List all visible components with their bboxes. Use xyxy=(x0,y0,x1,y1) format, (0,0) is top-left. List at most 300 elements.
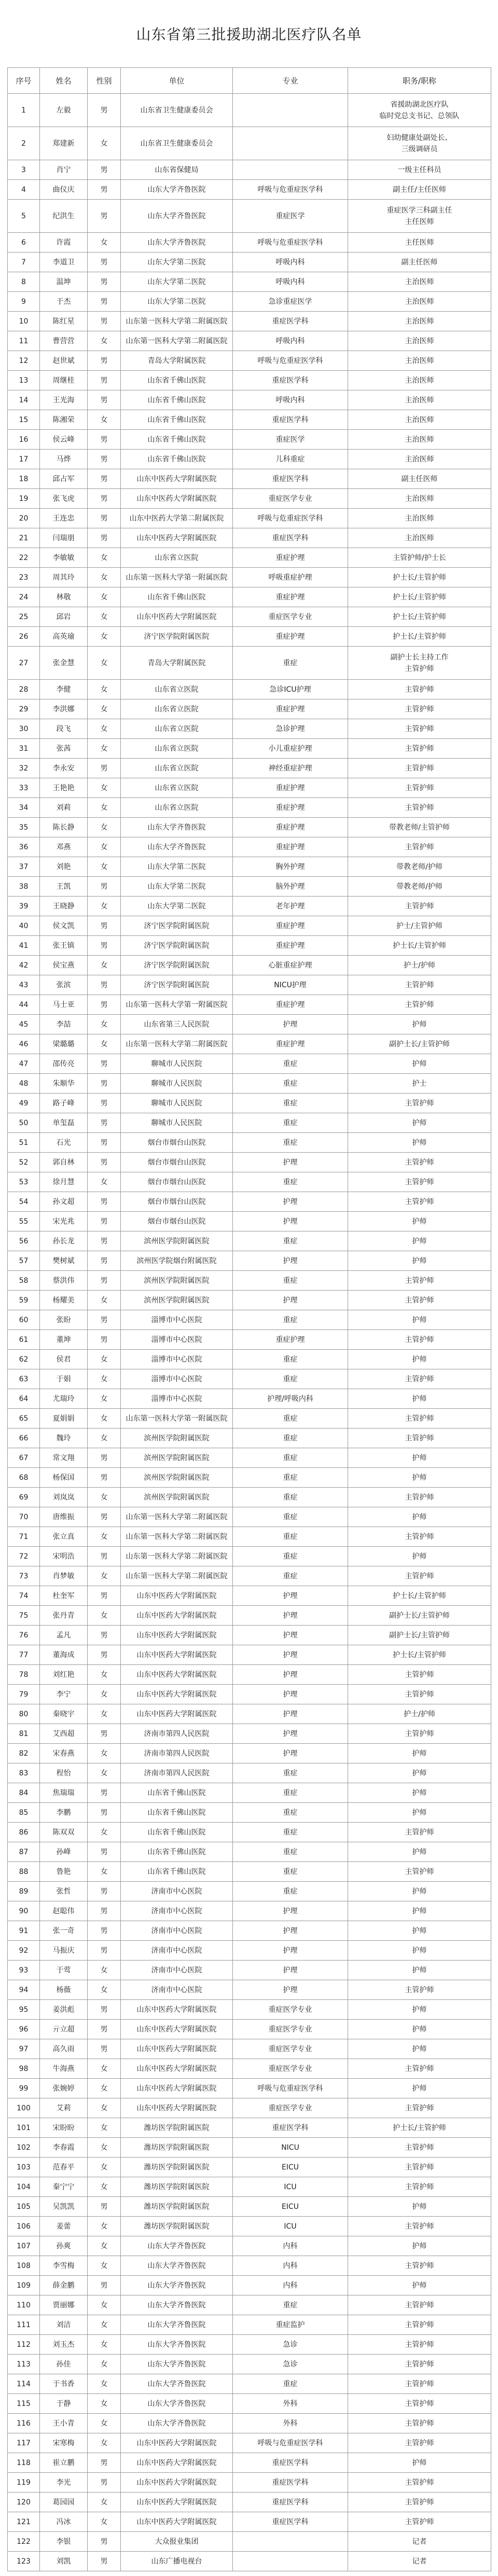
cell-unit: 淄博市中心医院 xyxy=(121,1350,233,1369)
table-row xyxy=(8,837,491,857)
cell-gender: 男 xyxy=(88,1803,121,1822)
cell-unit: 山东大学齐鲁医院 xyxy=(121,2335,233,2354)
cell-position-title: 护士长/主管护师 xyxy=(348,936,491,955)
cell-specialty: NICU护理 xyxy=(233,975,348,995)
cell-number: 105 xyxy=(8,2197,40,2216)
cell-unit: 山东中医药大学附属医院 xyxy=(121,1685,233,1704)
table-row xyxy=(8,1626,491,1645)
cell-unit: 山东第一医科大学第二附属医院 xyxy=(121,1566,233,1586)
cell-position-title: 护士/护师 xyxy=(348,1704,491,1724)
table-row xyxy=(8,975,491,995)
cell-position-title: 护师 xyxy=(348,2039,491,2059)
cell-position-title: 护师 xyxy=(348,1507,491,1527)
table-row xyxy=(8,2217,491,2236)
cell-number: 17 xyxy=(8,450,40,469)
cell-gender: 女 xyxy=(88,2138,121,2157)
cell-unit: 山东大学齐鲁医院 xyxy=(121,837,233,857)
cell-gender: 女 xyxy=(88,1291,121,1310)
cell-position-title: 主管护师 xyxy=(348,837,491,857)
cell-name: 李雪梅 xyxy=(40,2256,88,2275)
cell-name: 秦宁宁 xyxy=(40,2177,88,2196)
table-row xyxy=(8,1291,491,1310)
cell-gender: 男 xyxy=(88,1310,121,1329)
cell-number: 16 xyxy=(8,430,40,449)
cell-specialty: 重症 xyxy=(233,2374,348,2393)
table-row xyxy=(8,587,491,607)
cell-specialty: 重症护理 xyxy=(233,548,348,567)
cell-unit: 烟台市烟台山医院 xyxy=(121,1172,233,1192)
cell-name: 宋盼盼 xyxy=(40,2118,88,2137)
cell-specialty: 急诊ICU护理 xyxy=(233,680,348,699)
cell-number: 95 xyxy=(8,2000,40,2019)
cell-number: 109 xyxy=(8,2276,40,2295)
cell-specialty: 护理 xyxy=(233,1961,348,1980)
cell-gender: 女 xyxy=(88,2295,121,2315)
cell-unit: 山东省千佛山医院 xyxy=(121,371,233,390)
table-row xyxy=(8,1468,491,1488)
cell-number: 94 xyxy=(8,1980,40,1999)
cell-name: 赵世斌 xyxy=(40,351,88,370)
cell-number: 68 xyxy=(8,1468,40,1487)
table-row xyxy=(8,2197,491,2217)
table-row xyxy=(8,818,491,837)
cell-unit: 山东中医药大学附属医院 xyxy=(121,469,233,488)
cell-specialty: 重症 xyxy=(233,1094,348,1113)
cell-gender: 男 xyxy=(88,1645,121,1664)
cell-number: 59 xyxy=(8,1291,40,1310)
cell-gender: 女 xyxy=(88,1429,121,1448)
cell-unit: 山东第一医科大学第二附属医院 xyxy=(121,1527,233,1546)
cell-position-title: 主管护师 xyxy=(348,975,491,995)
cell-name: 邓燕 xyxy=(40,837,88,857)
cell-name: 焦瑞瑞 xyxy=(40,1783,88,1802)
cell-number: 21 xyxy=(8,528,40,548)
cell-name: 樊树斌 xyxy=(40,1251,88,1270)
cell-number: 6 xyxy=(8,233,40,252)
cell-specialty: 重症 xyxy=(233,1783,348,1802)
table-row xyxy=(8,2177,491,2197)
cell-gender: 女 xyxy=(88,2079,121,2098)
cell-gender: 女 xyxy=(88,837,121,857)
cell-specialty xyxy=(233,127,348,160)
cell-name: 许霞 xyxy=(40,233,88,252)
cell-number: 123 xyxy=(8,2552,40,2571)
cell-gender: 女 xyxy=(88,719,121,738)
cell-specialty: 护理 xyxy=(233,1685,348,1704)
cell-specialty: 重症医学科 xyxy=(233,469,348,488)
cell-gender: 男 xyxy=(88,916,121,935)
cell-gender: 女 xyxy=(88,2236,121,2256)
cell-unit: 烟台市烟台山医院 xyxy=(121,1192,233,1211)
cell-position-title: 护师 xyxy=(348,1783,491,1802)
cell-name: 艾西超 xyxy=(40,1724,88,1743)
cell-specialty: 护理 xyxy=(233,1704,348,1724)
cell-number: 39 xyxy=(8,897,40,916)
cell-position-title: 副护士长主持工作 主管护师 xyxy=(348,647,491,679)
cell-unit: 山东大学齐鲁医院 xyxy=(121,200,233,232)
cell-number: 102 xyxy=(8,2138,40,2157)
cell-position-title: 主管护师 xyxy=(348,798,491,817)
table-row xyxy=(8,160,491,180)
cell-number: 99 xyxy=(8,2079,40,2098)
header-specialty: 专业 xyxy=(233,68,348,93)
cell-name: 薛金鹏 xyxy=(40,2276,88,2295)
cell-name: 石光 xyxy=(40,1133,88,1152)
cell-position-title: 护师 xyxy=(348,2453,491,2472)
cell-name: 杨保国 xyxy=(40,1468,88,1487)
cell-position-title: 主管护师 xyxy=(348,1094,491,1113)
cell-specialty: 胸外护理 xyxy=(233,857,348,876)
cell-name: 于莺 xyxy=(40,1961,88,1980)
cell-position-title: 主管护师 xyxy=(348,1724,491,1743)
cell-unit: 济南市第四人民医院 xyxy=(121,1744,233,1763)
cell-specialty: 重症护理 xyxy=(233,627,348,646)
cell-position-title: 主治医师 xyxy=(348,331,491,351)
cell-gender: 女 xyxy=(88,2493,121,2512)
cell-position-title: 主管护师 xyxy=(348,1566,491,1586)
cell-number: 18 xyxy=(8,469,40,488)
cell-name: 朱顺华 xyxy=(40,1074,88,1093)
cell-specialty: 重症护理 xyxy=(233,995,348,1014)
page-title: 山东省第三批援助湖北医疗队名单 xyxy=(136,26,362,43)
cell-unit: 山东大学第二医院 xyxy=(121,897,233,916)
cell-position-title: 护师 xyxy=(348,2000,491,2019)
cell-number: 71 xyxy=(8,1527,40,1546)
cell-specialty: 重症 xyxy=(233,1448,348,1467)
cell-name: 宋光兆 xyxy=(40,1212,88,1231)
cell-name: 张哲 xyxy=(40,1882,88,1901)
table-row xyxy=(8,2532,491,2552)
cell-position-title: 护师 xyxy=(348,1882,491,1901)
table-row xyxy=(8,410,491,430)
cell-number: 8 xyxy=(8,272,40,291)
cell-position-title: 主管护师 xyxy=(348,1665,491,1684)
cell-gender: 女 xyxy=(88,798,121,817)
cell-position-title: 主管护师 xyxy=(348,2315,491,2334)
cell-gender: 男 xyxy=(88,253,121,272)
table-row xyxy=(8,1527,491,1547)
cell-name: 王晓静 xyxy=(40,897,88,916)
cell-number: 3 xyxy=(8,160,40,179)
cell-specialty: 重症护理 xyxy=(233,1034,348,1054)
cell-number: 2 xyxy=(8,127,40,160)
cell-gender: 女 xyxy=(88,1034,121,1054)
cell-number: 69 xyxy=(8,1488,40,1507)
cell-gender: 女 xyxy=(88,2118,121,2137)
table-row xyxy=(8,2039,491,2059)
table-row xyxy=(8,739,491,759)
cell-gender: 女 xyxy=(88,1488,121,1507)
cell-gender: 男 xyxy=(88,1074,121,1093)
cell-specialty: 护理 xyxy=(233,1626,348,1645)
cell-position-title: 带教老师/护师 xyxy=(348,857,491,876)
cell-number: 108 xyxy=(8,2256,40,2275)
cell-name: 于杰 xyxy=(40,292,88,311)
table-row xyxy=(8,798,491,818)
cell-unit: 聊城市人民医院 xyxy=(121,1054,233,1073)
cell-name: 于娟 xyxy=(40,1369,88,1389)
cell-gender: 女 xyxy=(88,568,121,587)
cell-position-title: 主治医师 xyxy=(348,351,491,370)
cell-position-title: 护士长/主管护师 xyxy=(348,1645,491,1664)
cell-number: 91 xyxy=(8,1921,40,1940)
cell-name: 侯云峰 xyxy=(40,430,88,449)
table-row xyxy=(8,995,491,1015)
table-row xyxy=(8,936,491,956)
cell-number: 98 xyxy=(8,2059,40,2078)
cell-position-title: 护师 xyxy=(348,1448,491,1467)
cell-position-title: 护师 xyxy=(348,1842,491,1861)
cell-gender: 男 xyxy=(88,1468,121,1487)
cell-unit: 潍坊医学院附属医院 xyxy=(121,2217,233,2236)
cell-specialty: 儿科重症 xyxy=(233,450,348,469)
cell-name: 侯君 xyxy=(40,1350,88,1369)
cell-unit: 山东中医药大学附属医院 xyxy=(121,2493,233,2512)
cell-name: 郑建新 xyxy=(40,127,88,160)
cell-gender: 男 xyxy=(88,94,121,127)
cell-specialty: 重症 xyxy=(233,1271,348,1290)
cell-number: 37 xyxy=(8,857,40,876)
table-row xyxy=(8,1665,491,1685)
cell-unit: 烟台市烟台山医院 xyxy=(121,1212,233,1231)
cell-gender: 男 xyxy=(88,1133,121,1152)
cell-specialty: 脑外护理 xyxy=(233,877,348,896)
cell-number: 84 xyxy=(8,1783,40,1802)
cell-position-title: 主管护师/护士长 xyxy=(348,548,491,567)
cell-unit: 济宁医学院附属医院 xyxy=(121,956,233,975)
cell-specialty: 重症 xyxy=(233,1488,348,1507)
cell-unit: 山东大学齐鲁医院 xyxy=(121,180,233,199)
cell-specialty: 重症 xyxy=(233,1172,348,1192)
cell-number: 63 xyxy=(8,1369,40,1389)
cell-gender: 男 xyxy=(88,1921,121,1940)
cell-specialty: 重症 xyxy=(233,1862,348,1881)
cell-name: 陈长静 xyxy=(40,818,88,837)
cell-position-title: 主治医师 xyxy=(348,292,491,311)
cell-position-title: 护师 xyxy=(348,1547,491,1566)
cell-gender: 男 xyxy=(88,1231,121,1251)
cell-gender: 男 xyxy=(88,390,121,410)
table-row xyxy=(8,1488,491,1507)
cell-specialty: 重症 xyxy=(233,2295,348,2315)
cell-unit: 烟台市烟台山医院 xyxy=(121,1153,233,1172)
cell-name: 曹营营 xyxy=(40,331,88,351)
table-row xyxy=(8,509,491,528)
cell-position-title: 护师 xyxy=(348,1389,491,1408)
table-row xyxy=(8,1704,491,1724)
cell-gender: 男 xyxy=(88,430,121,449)
cell-name: 杨薇 xyxy=(40,1980,88,1999)
cell-unit: 济宁医学院附属医院 xyxy=(121,916,233,935)
cell-number: 122 xyxy=(8,2532,40,2551)
cell-gender: 男 xyxy=(88,1724,121,1743)
cell-number: 89 xyxy=(8,1882,40,1901)
cell-name: 赵聪伟 xyxy=(40,1901,88,1921)
cell-specialty: 重症护理 xyxy=(233,798,348,817)
cell-gender: 女 xyxy=(88,548,121,567)
cell-position-title: 主管护师 xyxy=(348,1192,491,1211)
cell-unit: 山东第一医科大学第一附属医院 xyxy=(121,568,233,587)
cell-unit: 淄博市中心医院 xyxy=(121,1369,233,1389)
table-row xyxy=(8,2453,491,2473)
table-row xyxy=(8,371,491,390)
cell-number: 25 xyxy=(8,607,40,626)
cell-specialty: 护理 xyxy=(233,1212,348,1231)
cell-name: 肖宁 xyxy=(40,160,88,179)
cell-position-title: 副护士长/主管护师 xyxy=(348,1606,491,1625)
cell-name: 张飞虎 xyxy=(40,489,88,508)
table-row xyxy=(8,1724,491,1744)
cell-name: 侯文凯 xyxy=(40,916,88,935)
cell-number: 79 xyxy=(8,1685,40,1704)
cell-position-title: 护师 xyxy=(348,1113,491,1132)
cell-position-title: 副主任/主任医师 xyxy=(348,180,491,199)
cell-gender: 男 xyxy=(88,1251,121,1270)
cell-unit: 山东中医药大学附属医院 xyxy=(121,607,233,626)
cell-unit: 山东省保健局 xyxy=(121,160,233,179)
cell-name: 牛海燕 xyxy=(40,2059,88,2078)
cell-name: 姜洪彪 xyxy=(40,2000,88,2019)
cell-number: 65 xyxy=(8,1409,40,1428)
table-row xyxy=(8,2512,491,2532)
cell-number: 66 xyxy=(8,1429,40,1448)
cell-number: 58 xyxy=(8,1271,40,1290)
cell-specialty: 护理 xyxy=(233,1251,348,1270)
cell-unit: 济南市中心医院 xyxy=(121,1941,233,1960)
cell-number: 88 xyxy=(8,1862,40,1881)
cell-specialty: 呼吸与危重症医学科 xyxy=(233,2079,348,2098)
cell-unit: 潍坊医学院附属医院 xyxy=(121,2197,233,2216)
cell-specialty: 重症医学科 xyxy=(233,2118,348,2137)
cell-specialty: ICU xyxy=(233,2217,348,2236)
cell-name: 李永安 xyxy=(40,759,88,778)
cell-gender: 男 xyxy=(88,2552,121,2571)
cell-gender: 女 xyxy=(88,2414,121,2433)
cell-specialty: 重症 xyxy=(233,1054,348,1073)
cell-unit: 山东中医药大学附属医院 xyxy=(121,528,233,548)
cell-position-title: 主管护师 xyxy=(348,699,491,719)
cell-gender: 女 xyxy=(88,1665,121,1684)
cell-number: 107 xyxy=(8,2236,40,2256)
cell-specialty: 重症护理 xyxy=(233,818,348,837)
table-row xyxy=(8,1015,491,1034)
cell-position-title: 主管护师 xyxy=(348,2256,491,2275)
cell-unit: 山东第一医科大学第二附属医院 xyxy=(121,331,233,351)
table-row xyxy=(8,2000,491,2020)
cell-specialty: 重症医学科 xyxy=(233,528,348,548)
cell-name: 常文翔 xyxy=(40,1448,88,1467)
cell-specialty: 重症 xyxy=(233,1133,348,1152)
cell-position-title: 护士长/主管护师 xyxy=(348,2118,491,2137)
cell-unit: 济宁医学院附属医院 xyxy=(121,627,233,646)
cell-number: 86 xyxy=(8,1823,40,1842)
cell-name: 李光 xyxy=(40,2473,88,2492)
cell-gender: 女 xyxy=(88,1350,121,1369)
table-row xyxy=(8,1429,491,1448)
cell-number: 43 xyxy=(8,975,40,995)
cell-position-title: 重症医学三科副主任 主任医师 xyxy=(348,200,491,232)
table-row xyxy=(8,1507,491,1527)
cell-name: 马士亚 xyxy=(40,995,88,1014)
cell-gender: 男 xyxy=(88,1271,121,1290)
cell-position-title: 副主任医师 xyxy=(348,253,491,272)
table-row xyxy=(8,647,491,680)
cell-gender: 女 xyxy=(88,1389,121,1408)
cell-gender: 女 xyxy=(88,1606,121,1625)
cell-gender: 男 xyxy=(88,200,121,232)
cell-name: 郭自林 xyxy=(40,1153,88,1172)
cell-position-title: 主管护师 xyxy=(348,1271,491,1290)
cell-specialty xyxy=(233,2532,348,2551)
cell-name: 高英瑜 xyxy=(40,627,88,646)
cell-specialty: 重症医学 xyxy=(233,430,348,449)
cell-unit: 山东大学第二医院 xyxy=(121,292,233,311)
cell-number: 26 xyxy=(8,627,40,646)
cell-number: 67 xyxy=(8,1448,40,1467)
table-row xyxy=(8,1369,491,1389)
cell-name: 段飞 xyxy=(40,719,88,738)
cell-specialty: 重症 xyxy=(233,1882,348,1901)
cell-number: 32 xyxy=(8,759,40,778)
cell-number: 5 xyxy=(8,200,40,232)
cell-gender: 男 xyxy=(88,2473,121,2492)
cell-specialty: 重症 xyxy=(233,1547,348,1566)
cell-name: 刘玉杰 xyxy=(40,2335,88,2354)
cell-specialty: 护理 xyxy=(233,1645,348,1664)
table-row xyxy=(8,1133,491,1153)
cell-position-title: 护师 xyxy=(348,1961,491,1980)
cell-name: 王光海 xyxy=(40,390,88,410)
cell-unit: 山东大学齐鲁医院 xyxy=(121,2414,233,2433)
cell-specialty: 急诊护理 xyxy=(233,719,348,738)
cell-number: 36 xyxy=(8,837,40,857)
cell-number: 54 xyxy=(8,1192,40,1211)
cell-name: 徐月慧 xyxy=(40,1172,88,1192)
table-row xyxy=(8,2414,491,2433)
cell-name: 于静 xyxy=(40,2394,88,2413)
cell-name: 董海成 xyxy=(40,1645,88,1664)
cell-name: 张茜 xyxy=(40,739,88,758)
table-row xyxy=(8,1251,491,1271)
cell-number: 56 xyxy=(8,1231,40,1251)
cell-number: 97 xyxy=(8,2039,40,2059)
cell-gender: 男 xyxy=(88,2453,121,2472)
cell-position-title: 主管护师 xyxy=(348,2295,491,2315)
cell-number: 41 xyxy=(8,936,40,955)
cell-unit: 山东省立医院 xyxy=(121,798,233,817)
cell-unit: 山东中医药大学附属医院 xyxy=(121,489,233,508)
table-row xyxy=(8,2276,491,2295)
cell-gender: 女 xyxy=(88,233,121,252)
table-row xyxy=(8,1172,491,1192)
table-row xyxy=(8,916,491,936)
cell-gender: 女 xyxy=(88,410,121,429)
cell-unit: 山东大学齐鲁医院 xyxy=(121,2276,233,2295)
table-row xyxy=(8,1153,491,1172)
cell-name: 刘洁 xyxy=(40,2315,88,2334)
cell-number: 10 xyxy=(8,312,40,331)
cell-position-title: 主管护师 xyxy=(348,1823,491,1842)
cell-number: 72 xyxy=(8,1547,40,1566)
cell-unit: 济南市中心医院 xyxy=(121,1921,233,1940)
cell-specialty: 护理 xyxy=(233,1015,348,1034)
cell-name: 鲁艳 xyxy=(40,1862,88,1881)
cell-position-title: 妇幼健康处副处长、 三级调研员 xyxy=(348,127,491,160)
cell-unit: 山东省千佛山医院 xyxy=(121,1842,233,1861)
cell-unit: 山东中医药大学附属医院 xyxy=(121,2079,233,2098)
cell-specialty: 重症医学科 xyxy=(233,2473,348,2492)
cell-unit: 山东省立医院 xyxy=(121,739,233,758)
